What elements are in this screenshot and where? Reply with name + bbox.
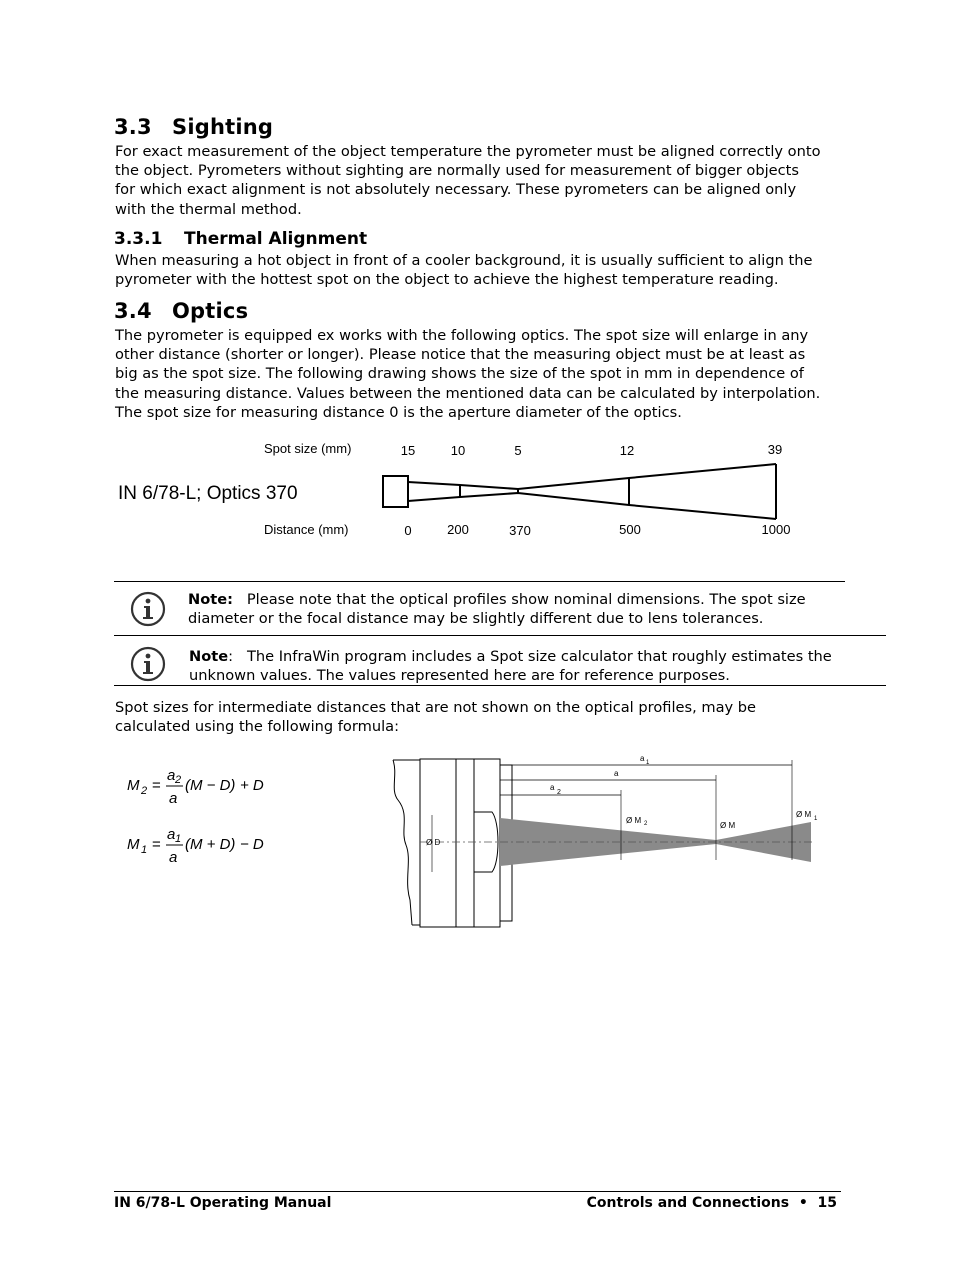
beam-upper-edge xyxy=(408,464,776,489)
note-divider-bottom xyxy=(114,685,886,686)
text-line: Spot sizes for intermediate distances that are not shown on the optical profiles, may be xyxy=(115,699,757,716)
text-line: calculated using the following formula: xyxy=(115,718,399,736)
distance-value: 500 xyxy=(619,522,641,537)
heading-optics xyxy=(114,299,248,323)
text-line: The spot size for measuring distance 0 is the aperture diameter of the optics. xyxy=(115,403,682,421)
text-line: unknown values. The values represented here are for reference purposes. xyxy=(189,667,730,684)
distance-value: 200 xyxy=(447,522,469,537)
heading-number: 3.4 xyxy=(114,299,152,323)
formula-2-num-sub: 1 xyxy=(175,833,182,845)
optics-paragraph xyxy=(115,326,845,422)
svg-text:=: = xyxy=(152,836,161,853)
spot-size-label: Spot size (mm) xyxy=(264,441,352,456)
text-line: with the thermal method. xyxy=(115,200,302,218)
formula-intro xyxy=(115,698,845,736)
text-line: the measuring distance. Values between the mentioned data can be calculated by interpolation. xyxy=(115,384,821,402)
info-icon xyxy=(130,646,166,686)
dim-label-dm2-sub: 2 xyxy=(644,821,648,827)
formula-2-num: a xyxy=(167,826,176,843)
text-line: pyrometer with the hottest spot on the object to achieve the highest temperature reading. xyxy=(115,271,779,289)
heading-title: Thermal Alignment xyxy=(184,229,368,249)
svg-text:=: = xyxy=(152,777,161,794)
heading-number: 3.3 xyxy=(114,115,152,139)
distance-value: 370 xyxy=(509,523,531,538)
beam-lower-edge xyxy=(408,493,776,519)
page-number: 15 xyxy=(817,1195,837,1211)
text-line: Please note that the optical profiles show nominal dimensions. The spot size xyxy=(246,591,806,608)
footer-left: IN 6/78-L Operating Manual xyxy=(114,1195,332,1211)
dim-label-a1-sub: 1 xyxy=(646,760,650,766)
text-line: When measuring a hot object in front of a cooler background, it is usually sufficient to align the xyxy=(115,252,813,269)
note-divider-top xyxy=(114,581,845,582)
spot-value: 39 xyxy=(767,442,783,457)
formula-1-lhs-sub: 2 xyxy=(141,785,148,797)
formula-1-num-sub: 2 xyxy=(175,774,182,786)
dim-label-dm1: Ø M xyxy=(796,810,812,819)
heading-title: Optics xyxy=(172,299,249,323)
distance-value: 1000 xyxy=(761,522,791,537)
heading-thermal-alignment xyxy=(114,229,367,249)
pyrometer-body xyxy=(383,476,408,507)
note-separator: : xyxy=(228,648,234,665)
note-1 xyxy=(188,590,848,628)
formula-2-lhs-sub: 1 xyxy=(141,844,148,856)
model-label: IN 6/78-L; Optics 370 xyxy=(118,483,298,504)
dim-label-a2: a xyxy=(550,783,555,792)
dim-label-dm2: Ø M xyxy=(626,816,642,825)
formula-2-tail: − D xyxy=(240,836,264,853)
distance-label: Distance (mm) xyxy=(264,522,349,537)
dim-label-a2-sub: 2 xyxy=(557,789,561,796)
formula-2-lhs: M xyxy=(127,836,140,853)
spot-value: 10 xyxy=(450,443,466,458)
formula-1-num: a xyxy=(167,767,176,784)
text-line: the object. Pyrometers without sighting are normally used for measurement of bigger objects xyxy=(115,162,799,180)
heading-number: 3.3.1 xyxy=(114,229,163,249)
footer-section: Controls and Connections xyxy=(586,1195,790,1211)
dim-label-a: a xyxy=(614,769,619,778)
dim-label-dm: Ø M xyxy=(720,821,736,830)
heading-title: Sighting xyxy=(172,115,274,139)
note-2 xyxy=(189,647,869,685)
text-line: for which exact alignment is not absolutely necessary. These pyrometers can be aligned only xyxy=(115,181,797,199)
note-label: Note: xyxy=(188,591,233,608)
text-line: The pyrometer is equipped ex works with the following optics. The spot size will enlarge in any xyxy=(115,327,809,344)
text-line: For exact measurement of the object temperature the pyrometer must be aligned correctly onto xyxy=(115,143,821,160)
text-line: other distance (shorter or longer). Please notice that the measuring object must be at least as xyxy=(115,346,806,364)
footer-right xyxy=(587,1195,837,1211)
note-label: Note xyxy=(189,648,229,665)
optics-technical-drawing xyxy=(388,755,818,930)
info-icon xyxy=(130,591,166,631)
formula-2-paren: (M + D) xyxy=(185,836,236,853)
text-line: big as the spot size. The following drawing shows the size of the spot in mm in dependence of xyxy=(115,365,804,383)
note-divider-middle xyxy=(114,635,886,636)
dim-label-a1: a xyxy=(640,755,645,763)
formula-1-paren: (M − D) xyxy=(185,777,236,794)
formula-1-lhs: M xyxy=(127,777,140,794)
spot-value: 5 xyxy=(514,443,522,458)
text-line: The InfraWin program includes a Spot size calculator that roughly estimates the xyxy=(246,648,832,665)
formula-1-den: a xyxy=(169,790,178,807)
distance-value: 0 xyxy=(404,523,412,538)
dim-label-dm1-sub: 1 xyxy=(814,816,818,822)
formula-1-tail: + D xyxy=(240,777,264,794)
beam-geometry-drawing xyxy=(388,755,818,930)
text-line: diameter or the focal distance may be slightly different due to lens tolerances. xyxy=(188,610,764,627)
dim-label-dd: Ø D xyxy=(426,838,441,847)
formula-2-den: a xyxy=(169,849,178,866)
sighting-paragraph xyxy=(115,142,845,219)
footer-rule xyxy=(114,1191,841,1192)
heading-sighting xyxy=(114,115,273,139)
spot-value: 15 xyxy=(400,443,416,458)
thermal-alignment-paragraph xyxy=(115,251,845,289)
spot-value: 12 xyxy=(619,443,635,458)
footer-bullet: • xyxy=(798,1195,808,1211)
